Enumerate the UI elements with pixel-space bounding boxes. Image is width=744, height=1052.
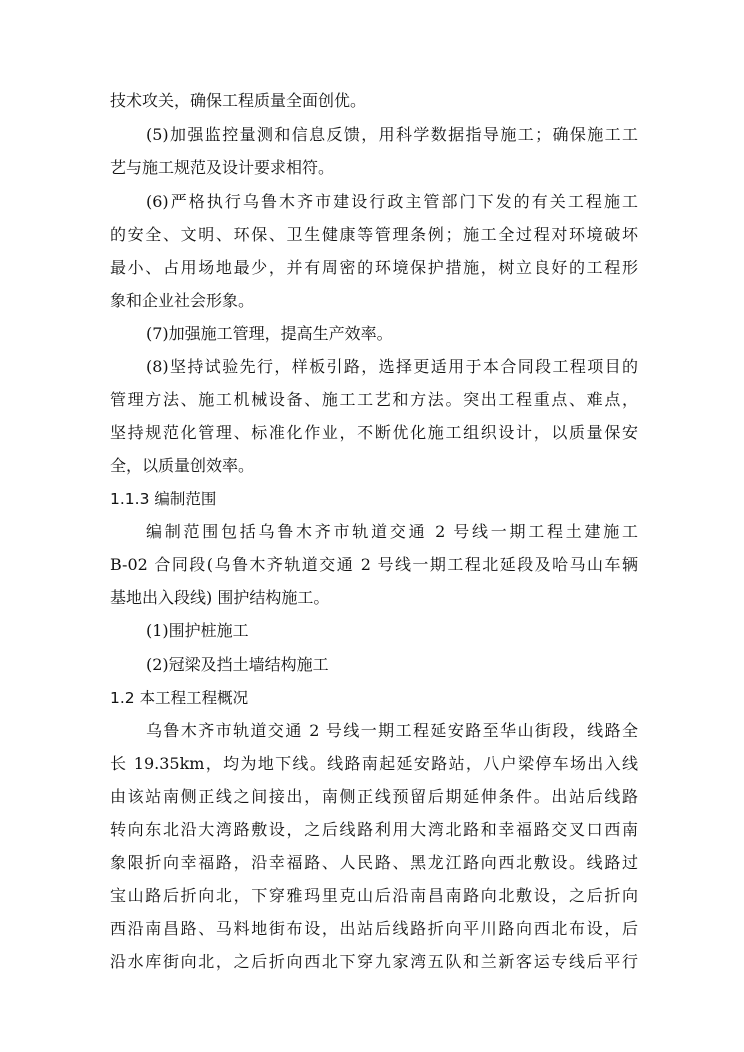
text-line: 乌鲁木齐市轨道交通 2 号线一期工程延安路至华山街段，线路全	[146, 721, 638, 740]
text-line: 沿水库街向北，之后折向西北下穿九家湾五队和兰新客运专线后平行	[110, 952, 638, 971]
text-line: 象和企业社会形象。	[110, 291, 255, 310]
text-line: 的安全、文明、环保、卫生健康等管理条例；施工全过程对环境破坏	[110, 225, 638, 244]
text-line: 长 19.35km，均为地下线。线路南起延安路站，八户梁停车场出入线	[110, 754, 638, 773]
text-line: 艺与施工规范及设计要求相符。	[110, 158, 335, 177]
text-line: 宝山路后折向北，下穿雅玛里克山后沿南昌南路向北敷设，之后折向	[110, 886, 638, 905]
text-line: (5)加强监控量测和信息反馈，用科学数据指导施工；确保施工工	[146, 125, 638, 144]
text-line: (2)冠梁及挡土墙结构施工	[146, 655, 329, 674]
text-line: 西沿南昌路、马料地街布设，出站后线路折向平川路向西北布设，后	[110, 919, 638, 938]
text-line: 坚持规范化管理、标准化作业，不断优化施工组织设计，以质量保安	[110, 423, 638, 442]
text-line: (6)严格执行乌鲁木齐市建设行政主管部门下发的有关工程施工	[146, 192, 638, 211]
text-line: 最小、占用场地最少，并有周密的环境保护措施，树立良好的工程形	[110, 258, 638, 277]
text-line: 转向东北沿大湾路敷设，之后线路利用大湾北路和幸福路交叉口西南	[110, 820, 638, 839]
text-line: (1)围护桩施工	[146, 621, 249, 640]
text-line: 基地出入段线) 围护结构施工。	[110, 588, 330, 607]
section-heading: 1.2 本工程工程概况	[110, 689, 249, 707]
text-line: (8)坚持试验先行，样板引路，选择更适用于本合同段工程项目的	[146, 357, 638, 376]
text-line: (7)加强施工管理，提高生产效率。	[146, 324, 393, 343]
text-line: 管理方法、施工机械设备、施工工艺和方法。突出工程重点、难点，	[110, 390, 638, 409]
text-line: 全，以质量创效率。	[110, 456, 255, 475]
text-line: 技术攻关，确保工程质量全面创优。	[110, 91, 367, 110]
section-heading: 1.1.3 编制范围	[110, 490, 217, 508]
text-line: 象限折向幸福路，沿幸福路、人民路、黑龙江路向西北敷设。线路过	[110, 853, 638, 872]
text-line: B-02 合同段(乌鲁木齐轨道交通 2 号线一期工程北延段及哈马山车辆	[110, 555, 638, 574]
text-line: 由该站南侧正线之间接出，南侧正线预留后期延伸条件。出站后线路	[110, 787, 638, 806]
text-line: 编制范围包括乌鲁木齐市轨道交通 2 号线一期工程土建施工	[146, 522, 638, 541]
